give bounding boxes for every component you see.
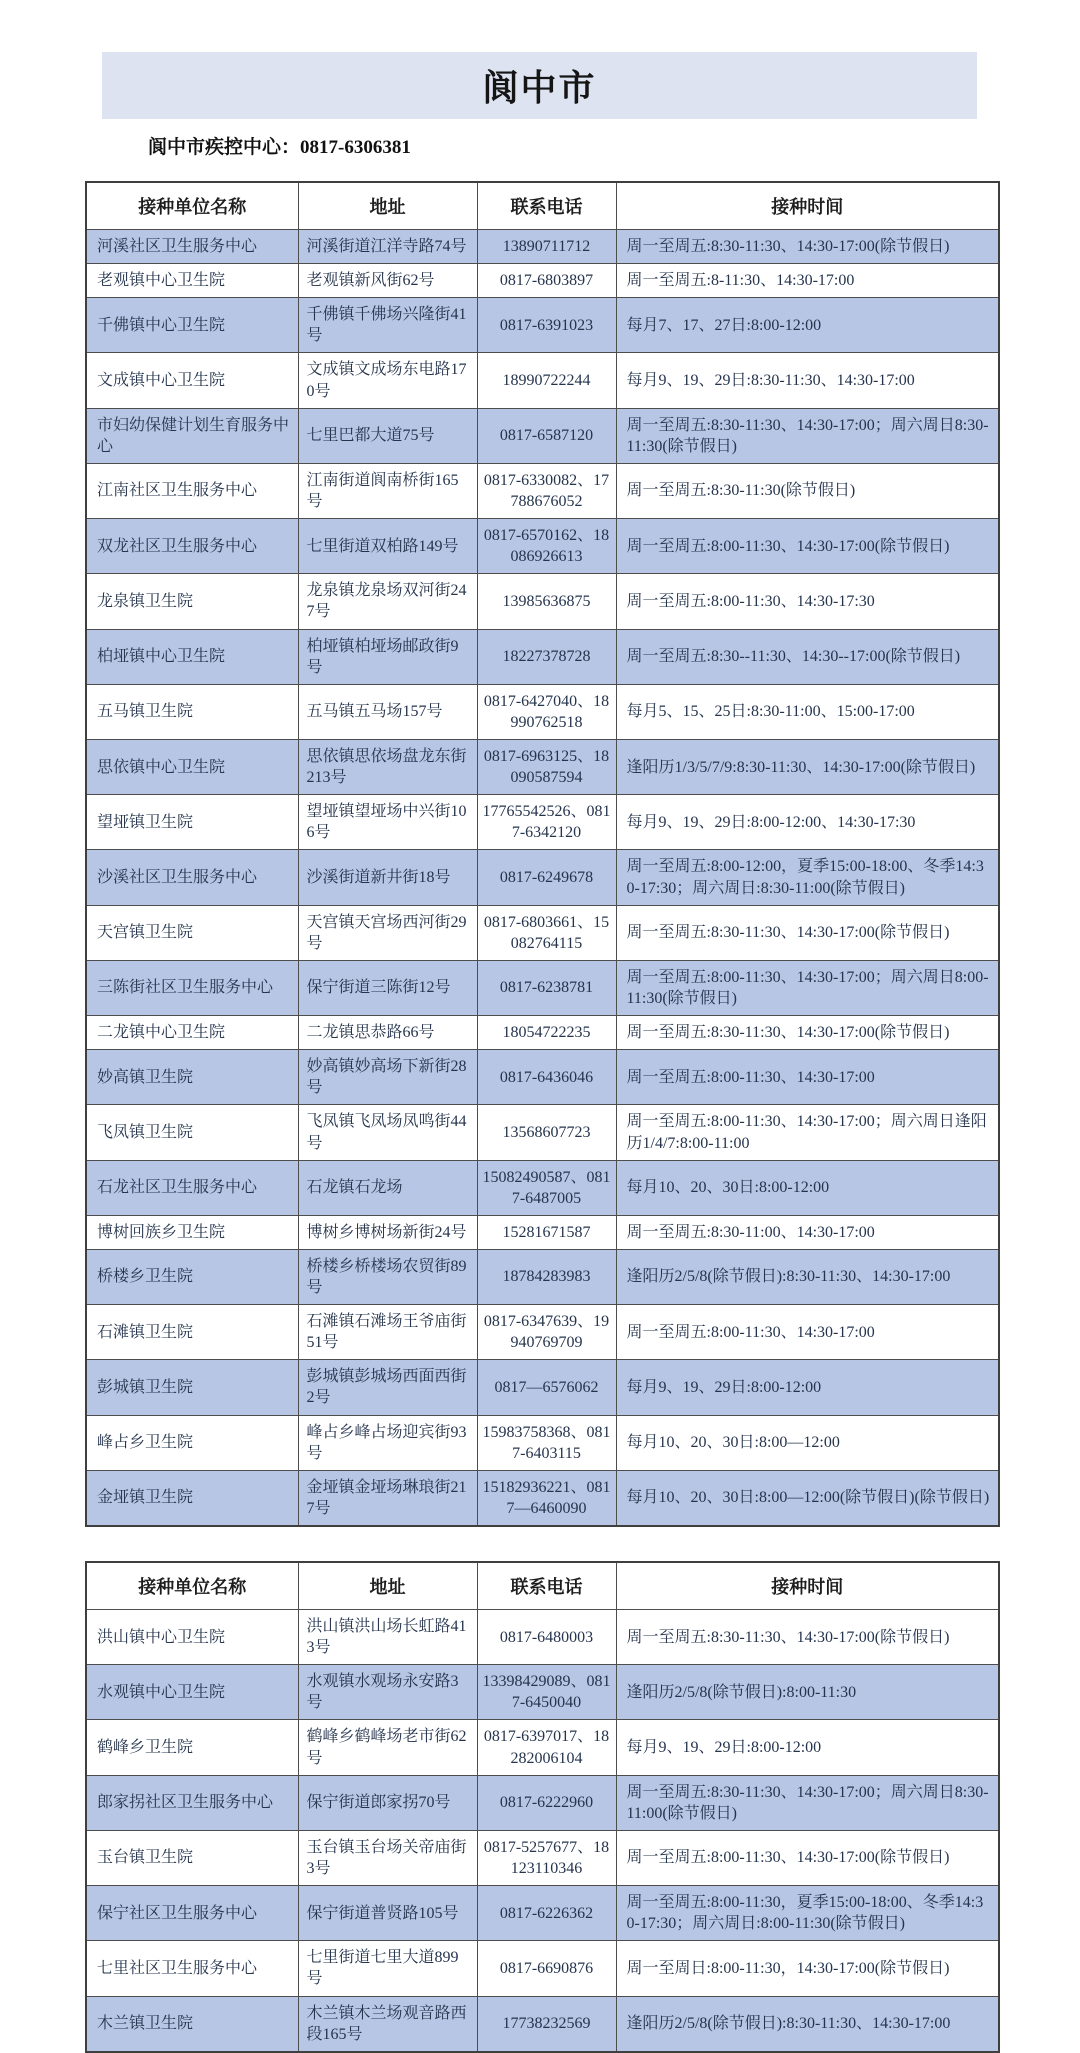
column-header: 地址 xyxy=(298,182,477,230)
phone-cell: 13985636875 xyxy=(477,574,616,629)
unit-name-cell: 沙溪社区卫生服务中心 xyxy=(86,850,298,905)
time-cell: 每月9、19、29日:8:30-11:30、14:30-17:00 xyxy=(616,353,999,408)
table-row xyxy=(86,1160,999,1215)
table-row xyxy=(86,1610,999,1665)
unit-name-cell: 思依镇中心卫生院 xyxy=(86,739,298,794)
unit-name-cell: 彭城镇卫生院 xyxy=(86,1360,298,1415)
address-cell: 木兰镇木兰场观音路西段165号 xyxy=(298,1996,477,2052)
time-cell: 逢阳历2/5/8(除节假日):8:30-11:30、14:30-17:00 xyxy=(616,1249,999,1304)
time-cell: 周一至周五:8:30-11:00、14:30-17:00 xyxy=(616,1215,999,1249)
time-cell: 逢阳历1/3/5/7/9:8:30-11:30、14:30-17:00(除节假日) xyxy=(616,739,999,794)
unit-name-cell: 飞凤镇卫生院 xyxy=(86,1105,298,1160)
address-cell: 飞凤镇飞凤场凤鸣街44号 xyxy=(298,1105,477,1160)
address-cell: 石龙镇石龙场 xyxy=(298,1160,477,1215)
unit-name-cell: 七里社区卫生服务中心 xyxy=(86,1941,298,1996)
table-row xyxy=(86,684,999,739)
address-cell: 保宁街道三陈街12号 xyxy=(298,960,477,1015)
phone-cell: 0817-6249678 xyxy=(477,850,616,905)
time-cell: 周一至周五:8:00-11:30、14:30-17:30 xyxy=(616,574,999,629)
table-row xyxy=(86,629,999,684)
time-cell: 周一至周五:8:00-11:30、14:30-17:00(除节假日) xyxy=(616,519,999,574)
time-cell: 周一至周五:8-11:30、14:30-17:00 xyxy=(616,264,999,298)
address-cell: 河溪街道江洋寺路74号 xyxy=(298,230,477,264)
time-cell: 周一至周五:8:30-11:30、14:30-17:00；周六周日8:30-11:30(除节假日) xyxy=(616,408,999,463)
phone-cell: 0817-6690876 xyxy=(477,1941,616,1996)
address-cell: 洪山镇洪山场长虹路413号 xyxy=(298,1610,477,1665)
table-row xyxy=(86,408,999,463)
phone-cell: 0817-6480003 xyxy=(477,1610,616,1665)
table-row xyxy=(86,519,999,574)
table-row xyxy=(86,1105,999,1160)
address-cell: 望垭镇望垭场中兴街106号 xyxy=(298,795,477,850)
time-cell: 每月9、19、29日:8:00-12:00 xyxy=(616,1720,999,1775)
unit-name-cell: 柏垭镇中心卫生院 xyxy=(86,629,298,684)
phone-cell: 0817-6238781 xyxy=(477,960,616,1015)
time-cell: 周一至周五:8:30-11:30、14:30-17:00；周六周日8:30-11:00(除节假日) xyxy=(616,1775,999,1830)
phone-cell: 13398429089、0817-6450040 xyxy=(477,1665,616,1720)
phone-cell: 18990722244 xyxy=(477,353,616,408)
address-cell: 五马镇五马场157号 xyxy=(298,684,477,739)
address-cell: 千佛镇千佛场兴隆街41号 xyxy=(298,298,477,353)
phone-cell: 13568607723 xyxy=(477,1105,616,1160)
time-cell: 每月9、19、29日:8:00-12:00 xyxy=(616,1360,999,1415)
phone-cell: 0817-6570162、18086926613 xyxy=(477,519,616,574)
address-cell: 桥楼乡桥楼场农贸街89号 xyxy=(298,1249,477,1304)
table-row xyxy=(86,1305,999,1360)
phone-cell: 0817-6391023 xyxy=(477,298,616,353)
address-cell: 彭城镇彭城场西面西街2号 xyxy=(298,1360,477,1415)
address-cell: 天宫镇天宫场西河街29号 xyxy=(298,905,477,960)
unit-name-cell: 博树回族乡卫生院 xyxy=(86,1215,298,1249)
unit-name-cell: 玉台镇卫生院 xyxy=(86,1830,298,1885)
unit-name-cell: 木兰镇卫生院 xyxy=(86,1996,298,2052)
unit-name-cell: 峰占乡卫生院 xyxy=(86,1415,298,1470)
time-cell: 周一至周五:8:00-11:30、14:30-17:00(除节假日) xyxy=(616,1830,999,1885)
address-cell: 七里街道双柏路149号 xyxy=(298,519,477,574)
address-cell: 水观镇水观场永安路3号 xyxy=(298,1665,477,1720)
address-cell: 博树乡博树场新街24号 xyxy=(298,1215,477,1249)
address-cell: 七里街道七里大道899号 xyxy=(298,1941,477,1996)
unit-name-cell: 五马镇卫生院 xyxy=(86,684,298,739)
unit-name-cell: 双龙社区卫生服务中心 xyxy=(86,519,298,574)
unit-name-cell: 文成镇中心卫生院 xyxy=(86,353,298,408)
address-cell: 保宁街道郎家拐70号 xyxy=(298,1775,477,1830)
column-header: 地址 xyxy=(298,1562,477,1610)
city-title-banner xyxy=(102,52,977,119)
time-cell: 周一至周五:8:30-11:30、14:30-17:00(除节假日) xyxy=(616,230,999,264)
time-cell: 每月7、17、27日:8:00-12:00 xyxy=(616,298,999,353)
unit-name-cell: 石滩镇卫生院 xyxy=(86,1305,298,1360)
unit-name-cell: 保宁社区卫生服务中心 xyxy=(86,1886,298,1941)
time-cell: 每月10、20、30日:8:00—12:00 xyxy=(616,1415,999,1470)
address-cell: 龙泉镇龙泉场双河街247号 xyxy=(298,574,477,629)
table-row xyxy=(86,1775,999,1830)
time-cell: 周一至周五:8:00-11:30、14:30-17:00；周六周日8:00-11:30(除节假日) xyxy=(616,960,999,1015)
phone-cell: 0817-6963125、18090587594 xyxy=(477,739,616,794)
table-row xyxy=(86,1249,999,1304)
time-cell: 周一至周五:8:30-11:30、14:30-17:00(除节假日) xyxy=(616,1016,999,1050)
table-row xyxy=(86,1415,999,1470)
phone-cell: 13890711712 xyxy=(477,230,616,264)
unit-name-cell: 金垭镇卫生院 xyxy=(86,1470,298,1526)
address-cell: 柏垭镇柏垭场邮政街9号 xyxy=(298,629,477,684)
address-cell: 妙高镇妙高场下新街28号 xyxy=(298,1050,477,1105)
address-cell: 金垭镇金垭场琳琅街217号 xyxy=(298,1470,477,1526)
phone-cell: 15281671587 xyxy=(477,1215,616,1249)
phone-cell: 0817-6330082、17788676052 xyxy=(477,463,616,518)
address-cell: 思依镇思依场盘龙东街213号 xyxy=(298,739,477,794)
phone-cell: 0817-5257677、18123110346 xyxy=(477,1830,616,1885)
unit-name-cell: 江南社区卫生服务中心 xyxy=(86,463,298,518)
unit-name-cell: 二龙镇中心卫生院 xyxy=(86,1016,298,1050)
phone-cell: 0817-6226362 xyxy=(477,1886,616,1941)
unit-name-cell: 河溪社区卫生服务中心 xyxy=(86,230,298,264)
phone-cell: 0817-6803897 xyxy=(477,264,616,298)
table-row xyxy=(86,574,999,629)
unit-name-cell: 龙泉镇卫生院 xyxy=(86,574,298,629)
phone-cell: 15983758368、0817-6403115 xyxy=(477,1415,616,1470)
table-row xyxy=(86,1830,999,1885)
address-cell: 峰占乡峰占场迎宾街93号 xyxy=(298,1415,477,1470)
column-header: 联系电话 xyxy=(477,182,616,230)
address-cell: 石滩镇石滩场王爷庙街51号 xyxy=(298,1305,477,1360)
table-row xyxy=(86,1050,999,1105)
phone-cell: 0817-6803661、15082764115 xyxy=(477,905,616,960)
vaccination-sites-table-1 xyxy=(85,181,1000,1527)
unit-name-cell: 天宫镇卫生院 xyxy=(86,905,298,960)
time-cell: 逢阳历2/5/8(除节假日):8:00-11:30 xyxy=(616,1665,999,1720)
city-title: 阆中市 xyxy=(482,68,597,108)
unit-name-cell: 鹤峰乡卫生院 xyxy=(86,1720,298,1775)
time-cell: 逢阳历2/5/8(除节假日):8:30-11:30、14:30-17:00 xyxy=(616,1996,999,2052)
phone-cell: 17738232569 xyxy=(477,1996,616,2052)
time-cell: 周一至周五:8:00-11:30、14:30-17:00 xyxy=(616,1050,999,1105)
column-header: 接种单位名称 xyxy=(86,182,298,230)
unit-name-cell: 千佛镇中心卫生院 xyxy=(86,298,298,353)
table-row xyxy=(86,230,999,264)
address-cell: 沙溪街道新井街18号 xyxy=(298,850,477,905)
table-row xyxy=(86,353,999,408)
column-header: 联系电话 xyxy=(477,1562,616,1610)
phone-cell: 18227378728 xyxy=(477,629,616,684)
address-cell: 二龙镇思恭路66号 xyxy=(298,1016,477,1050)
time-cell: 每月10、20、30日:8:00—12:00(除节假日)(除节假日) xyxy=(616,1470,999,1526)
table-row xyxy=(86,960,999,1015)
address-cell: 七里巴都大道75号 xyxy=(298,408,477,463)
column-header: 接种单位名称 xyxy=(86,1562,298,1610)
table-row xyxy=(86,795,999,850)
table-row xyxy=(86,298,999,353)
unit-name-cell: 老观镇中心卫生院 xyxy=(86,264,298,298)
phone-cell: 18054722235 xyxy=(477,1016,616,1050)
phone-cell: 17765542526、0817-6342120 xyxy=(477,795,616,850)
unit-name-cell: 桥楼乡卫生院 xyxy=(86,1249,298,1304)
unit-name-cell: 望垭镇卫生院 xyxy=(86,795,298,850)
table-row xyxy=(86,1941,999,1996)
time-cell: 周一至周五:8:30-11:30、14:30-17:00(除节假日) xyxy=(616,905,999,960)
unit-name-cell: 石龙社区卫生服务中心 xyxy=(86,1160,298,1215)
unit-name-cell: 三陈街社区卫生服务中心 xyxy=(86,960,298,1015)
vaccination-sites-table-2 xyxy=(85,1561,1000,2053)
phone-cell: 18784283983 xyxy=(477,1249,616,1304)
time-cell: 每月5、15、25日:8:30-11:00、15:00-17:00 xyxy=(616,684,999,739)
table-row xyxy=(86,850,999,905)
time-cell: 周一至周五:8:00-11:30，夏季15:00-18:00、冬季14:30-17:30；周六周日:8:00-11:30(除节假日) xyxy=(616,1886,999,1941)
table-row xyxy=(86,1996,999,2052)
cdc-contact-line: 阆中市疾控中心：0817-6306381 xyxy=(148,137,411,158)
address-cell: 保宁街道普贤路105号 xyxy=(298,1886,477,1941)
table-row xyxy=(86,739,999,794)
table-row xyxy=(86,1720,999,1775)
time-cell: 周一至周五:8:30-11:30、14:30-17:00(除节假日) xyxy=(616,1610,999,1665)
phone-cell: 0817-6222960 xyxy=(477,1775,616,1830)
column-header: 接种时间 xyxy=(616,1562,999,1610)
column-header: 接种时间 xyxy=(616,182,999,230)
table-row xyxy=(86,264,999,298)
table-header-row xyxy=(86,182,999,230)
unit-name-cell: 郎家拐社区卫生服务中心 xyxy=(86,1775,298,1830)
unit-name-cell: 市妇幼保健计划生育服务中心 xyxy=(86,408,298,463)
phone-cell: 0817-6397017、18282006104 xyxy=(477,1720,616,1775)
phone-cell: 0817-6587120 xyxy=(477,408,616,463)
time-cell: 每月9、19、29日:8:00-12:00、14:30-17:30 xyxy=(616,795,999,850)
time-cell: 周一至周五:8:00-11:30、14:30-17:00 xyxy=(616,1305,999,1360)
time-cell: 每月10、20、30日:8:00-12:00 xyxy=(616,1160,999,1215)
address-cell: 鹤峰乡鹤峰场老市街62号 xyxy=(298,1720,477,1775)
time-cell: 周一至周五:8:00-12:00，夏季15:00-18:00、冬季14:30-17:30；周六周日:8:30-11:00(除节假日) xyxy=(616,850,999,905)
address-cell: 江南街道阆南桥街165号 xyxy=(298,463,477,518)
time-cell: 周一至周五:8:30--11:30、14:30--17:00(除节假日) xyxy=(616,629,999,684)
address-cell: 老观镇新风街62号 xyxy=(298,264,477,298)
table-row xyxy=(86,1215,999,1249)
phone-cell: 0817-6347639、19940769709 xyxy=(477,1305,616,1360)
phone-cell: 0817—6576062 xyxy=(477,1360,616,1415)
address-cell: 文成镇文成场东电路170号 xyxy=(298,353,477,408)
time-cell: 周一至周日:8:00-11:30，14:30-17:00(除节假日) xyxy=(616,1941,999,1996)
table-row xyxy=(86,905,999,960)
unit-name-cell: 水观镇中心卫生院 xyxy=(86,1665,298,1720)
address-cell: 玉台镇玉台场关帝庙街3号 xyxy=(298,1830,477,1885)
phone-cell: 15182936221、0817—6460090 xyxy=(477,1470,616,1526)
table-row xyxy=(86,1665,999,1720)
table-row xyxy=(86,1886,999,1941)
time-cell: 周一至周五:8:00-11:30、14:30-17:00；周六周日逢阳历1/4/7:8:00-11:00 xyxy=(616,1105,999,1160)
table-row xyxy=(86,1470,999,1526)
table-header-row xyxy=(86,1562,999,1610)
table-row xyxy=(86,463,999,518)
table-row xyxy=(86,1360,999,1415)
phone-cell: 0817-6436046 xyxy=(477,1050,616,1105)
unit-name-cell: 洪山镇中心卫生院 xyxy=(86,1610,298,1665)
phone-cell: 15082490587、0817-6487005 xyxy=(477,1160,616,1215)
phone-cell: 0817-6427040、18990762518 xyxy=(477,684,616,739)
time-cell: 周一至周五:8:30-11:30(除节假日) xyxy=(616,463,999,518)
unit-name-cell: 妙高镇卫生院 xyxy=(86,1050,298,1105)
table-row xyxy=(86,1016,999,1050)
